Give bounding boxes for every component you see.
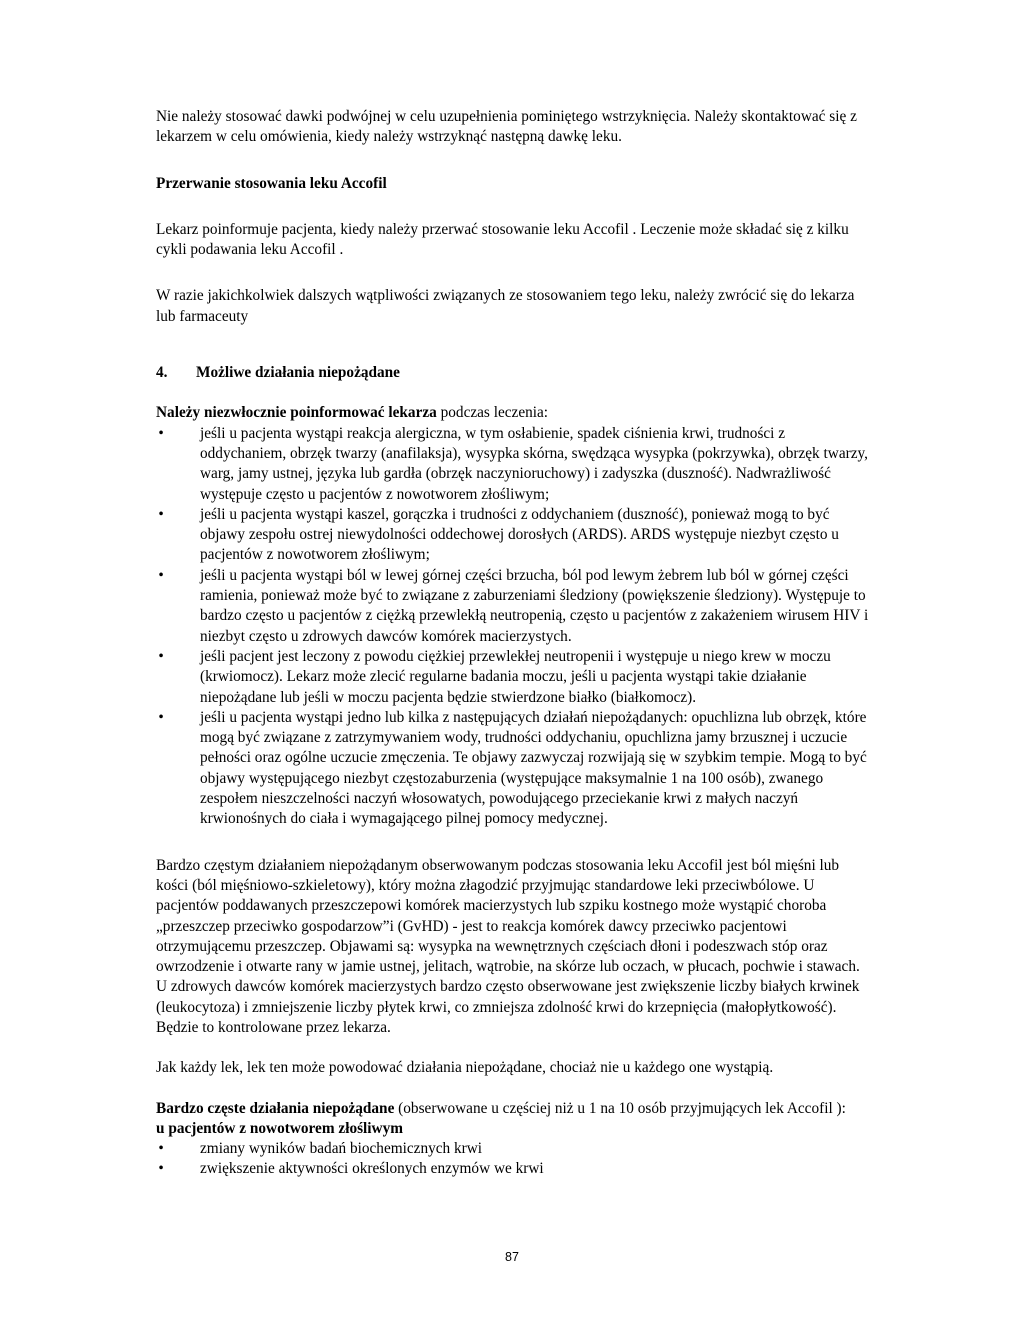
very-common-paragraph: Bardzo częstym działaniem niepożądanym obserwowanym podczas stosowania leku Accofil jest ból mięśni lub kości (ból mięśniowo-szkieletowy), który można złagodzić przyjmując standardowe leki przeciwbólowe. U pacjentów poddawanych przeszczepowi komórek macierzystych lub szpiku kostnego może wystąpić choroba „przeszczep przeciwko gospodarzow”i (GvHD) - jest to reakcja komórek dawcy przeciwko pacjentowi otrzymującemu przeszczep. Objawami są: wysypka na wewnętrznych częściach dłoni i podeszwach stóp oraz owrzodzenie i otwarte rany w jamie ustnej, jelitach, wątrobie, na skórze lub oczach, w płucach, pochwie i stawach. U zdrowych dawców komórek macierzystych bardzo często obserwowane jest zwiększenie liczby białych krwinek (leukocytoza) i zmniejszenie liczby płytek krwi, co zmniejsza zdolność krwi do krzepnięcia (małopłytkowość). Będzie to kontrolowane przez lekarza. — [156, 856, 860, 1036]
questions-paragraph: W razie jakichkolwiek dalszych wątpliwości związanych ze stosowaniem tego leku, należy zwrócić się do lekarza lub farmaceuty — [156, 287, 855, 325]
very-common-heading — [156, 1099, 872, 1119]
list-item — [156, 708, 872, 830]
list-item-text: jeśli pacjent jest leczony z powodu ciężkiej przewlekłej neutropenii i występuje u niego krew w moczu (krwiomocz). Lekarz może zlecić regularne badania moczu, jeśli u pacjenta wystąpi takie działanie niepożądane lub jeśli w moczu pacjenta będzie stwierdzone białko (białkomocz). — [200, 647, 831, 706]
missed-dose-paragraph: Nie należy stosować dawki podwójnej w celu uzupełnienia pominiętego wstrzyknięcia. Należy skontaktować się z lekarzem w celu omówienia, kiedy należy wstrzyknąć następną dawkę leku. — [156, 108, 857, 146]
cancer-patients-heading: u pacjentów z nowotworem złośliwym — [156, 1119, 403, 1137]
bullet-icon: • — [158, 566, 164, 584]
section-4-number: 4. — [156, 364, 168, 382]
list-item-text: zmiany wyników badań biochemicznych krwi — [200, 1140, 483, 1158]
urgent-intro — [156, 403, 872, 423]
cancer-list — [156, 1139, 872, 1180]
urgent-intro-bold: Należy niezwłocznie poinformować lekarza — [156, 404, 437, 422]
list-item — [156, 424, 872, 505]
list-item — [156, 647, 872, 708]
like-all-paragraph: Jak każdy lek, lek ten może powodować działania niepożądane, chociaż nie u każdego one wystąpią. — [156, 1059, 774, 1077]
page-number: 87 — [505, 1250, 519, 1264]
list-item-text: jeśli u pacjenta wystąpi ból w lewej górnej części brzucha, ból pod lewym żebrem lub ból w górnej części ramienia, ponieważ może być to związane z zaburzeniami śledziony (powiększenie śledziony). Występuje to bardzo często u pacjentów z ciężką przewlekłą neutropenią, często u pacjentów z zakażeniem wirusem HIV i niezbyt często u zdrowych dawców komórek macierzystych. — [200, 566, 869, 645]
document-page — [156, 107, 872, 1180]
list-item-text: jeśli u pacjenta wystąpi reakcja alergiczna, w tym osłabienie, spadek ciśnienia krwi, trudności z oddychaniem, obrzęk twarzy (anafilaksja), wysypka skórna, swędząca wysypka (pokrzywka), obrzęk twarzy, warg, jamy ustnej, języka lub gardła (obrzęk naczynioruchowy) i zadyszka (duszność). Nadwrażliwość występuje często u pacjentów z nowotworem złośliwym; — [200, 424, 868, 503]
urgent-intro-rest: podczas leczenia: — [436, 404, 549, 422]
list-item — [156, 1139, 872, 1159]
section-4-heading — [156, 363, 872, 383]
stopping-paragraph: Lekarz poinformuje pacjenta, kiedy należy przerwać stosowanie leku Accofil . Leczenie może składać się z kilku cykli podawania leku Accofil . — [156, 220, 849, 259]
list-item — [156, 1159, 872, 1179]
urgent-list — [156, 424, 872, 830]
bullet-icon: • — [158, 1160, 164, 1178]
bullet-icon: • — [158, 647, 164, 665]
very-common-heading-bold: Bardzo częste działania niepożądane — [156, 1099, 395, 1117]
bullet-icon: • — [158, 1140, 164, 1158]
list-item — [156, 566, 872, 647]
list-item-text: zwiększenie aktywności określonych enzymów we krwi — [200, 1160, 544, 1178]
bullet-icon: • — [158, 505, 164, 523]
stopping-heading: Przerwanie stosowania leku Accofil — [156, 174, 387, 192]
list-item — [156, 505, 872, 566]
bullet-icon: • — [158, 708, 164, 726]
list-item-text: jeśli u pacjenta wystąpi jedno lub kilka z następujących działań niepożądanych: opuchlizna lub obrzęk, które mogą być związane z zatrzymywaniem wody, trudności oddychaniu, opuchlizna jamy brzusznej i uczucie pełności oraz ogólne uczucie zmęczenia. Te objawy zazwyczaj rozwijają się w szybkim tempie. Mogą to być objawy występującego niezbyt częstozaburzenia (występujące maksymalnie 1 na 100 osób), zwanego zespołem nieszczelności naczyń włosowatych, powodującego przeciekanie krwi z małych naczyń krwionośnych do ciała i wymagającego pilnej pomocy medycznej. — [200, 708, 867, 828]
bullet-icon: • — [158, 424, 164, 442]
list-item-text: jeśli u pacjenta wystąpi kaszel, gorączka i trudności z oddychaniem (duszność), ponieważ mogą to być objawy zespołu ostrej niewydolności oddechowej dorosłych (ARDS). ARDS występuje niezbyt często u pacjentów z nowotworem złośliwym; — [200, 505, 839, 564]
very-common-heading-rest: (obserwowane u częściej niż u 1 na 10 osób przyjmujących lek Accofil ): — [394, 1099, 846, 1117]
section-4-title: Możliwe działania niepożądane — [196, 364, 400, 382]
